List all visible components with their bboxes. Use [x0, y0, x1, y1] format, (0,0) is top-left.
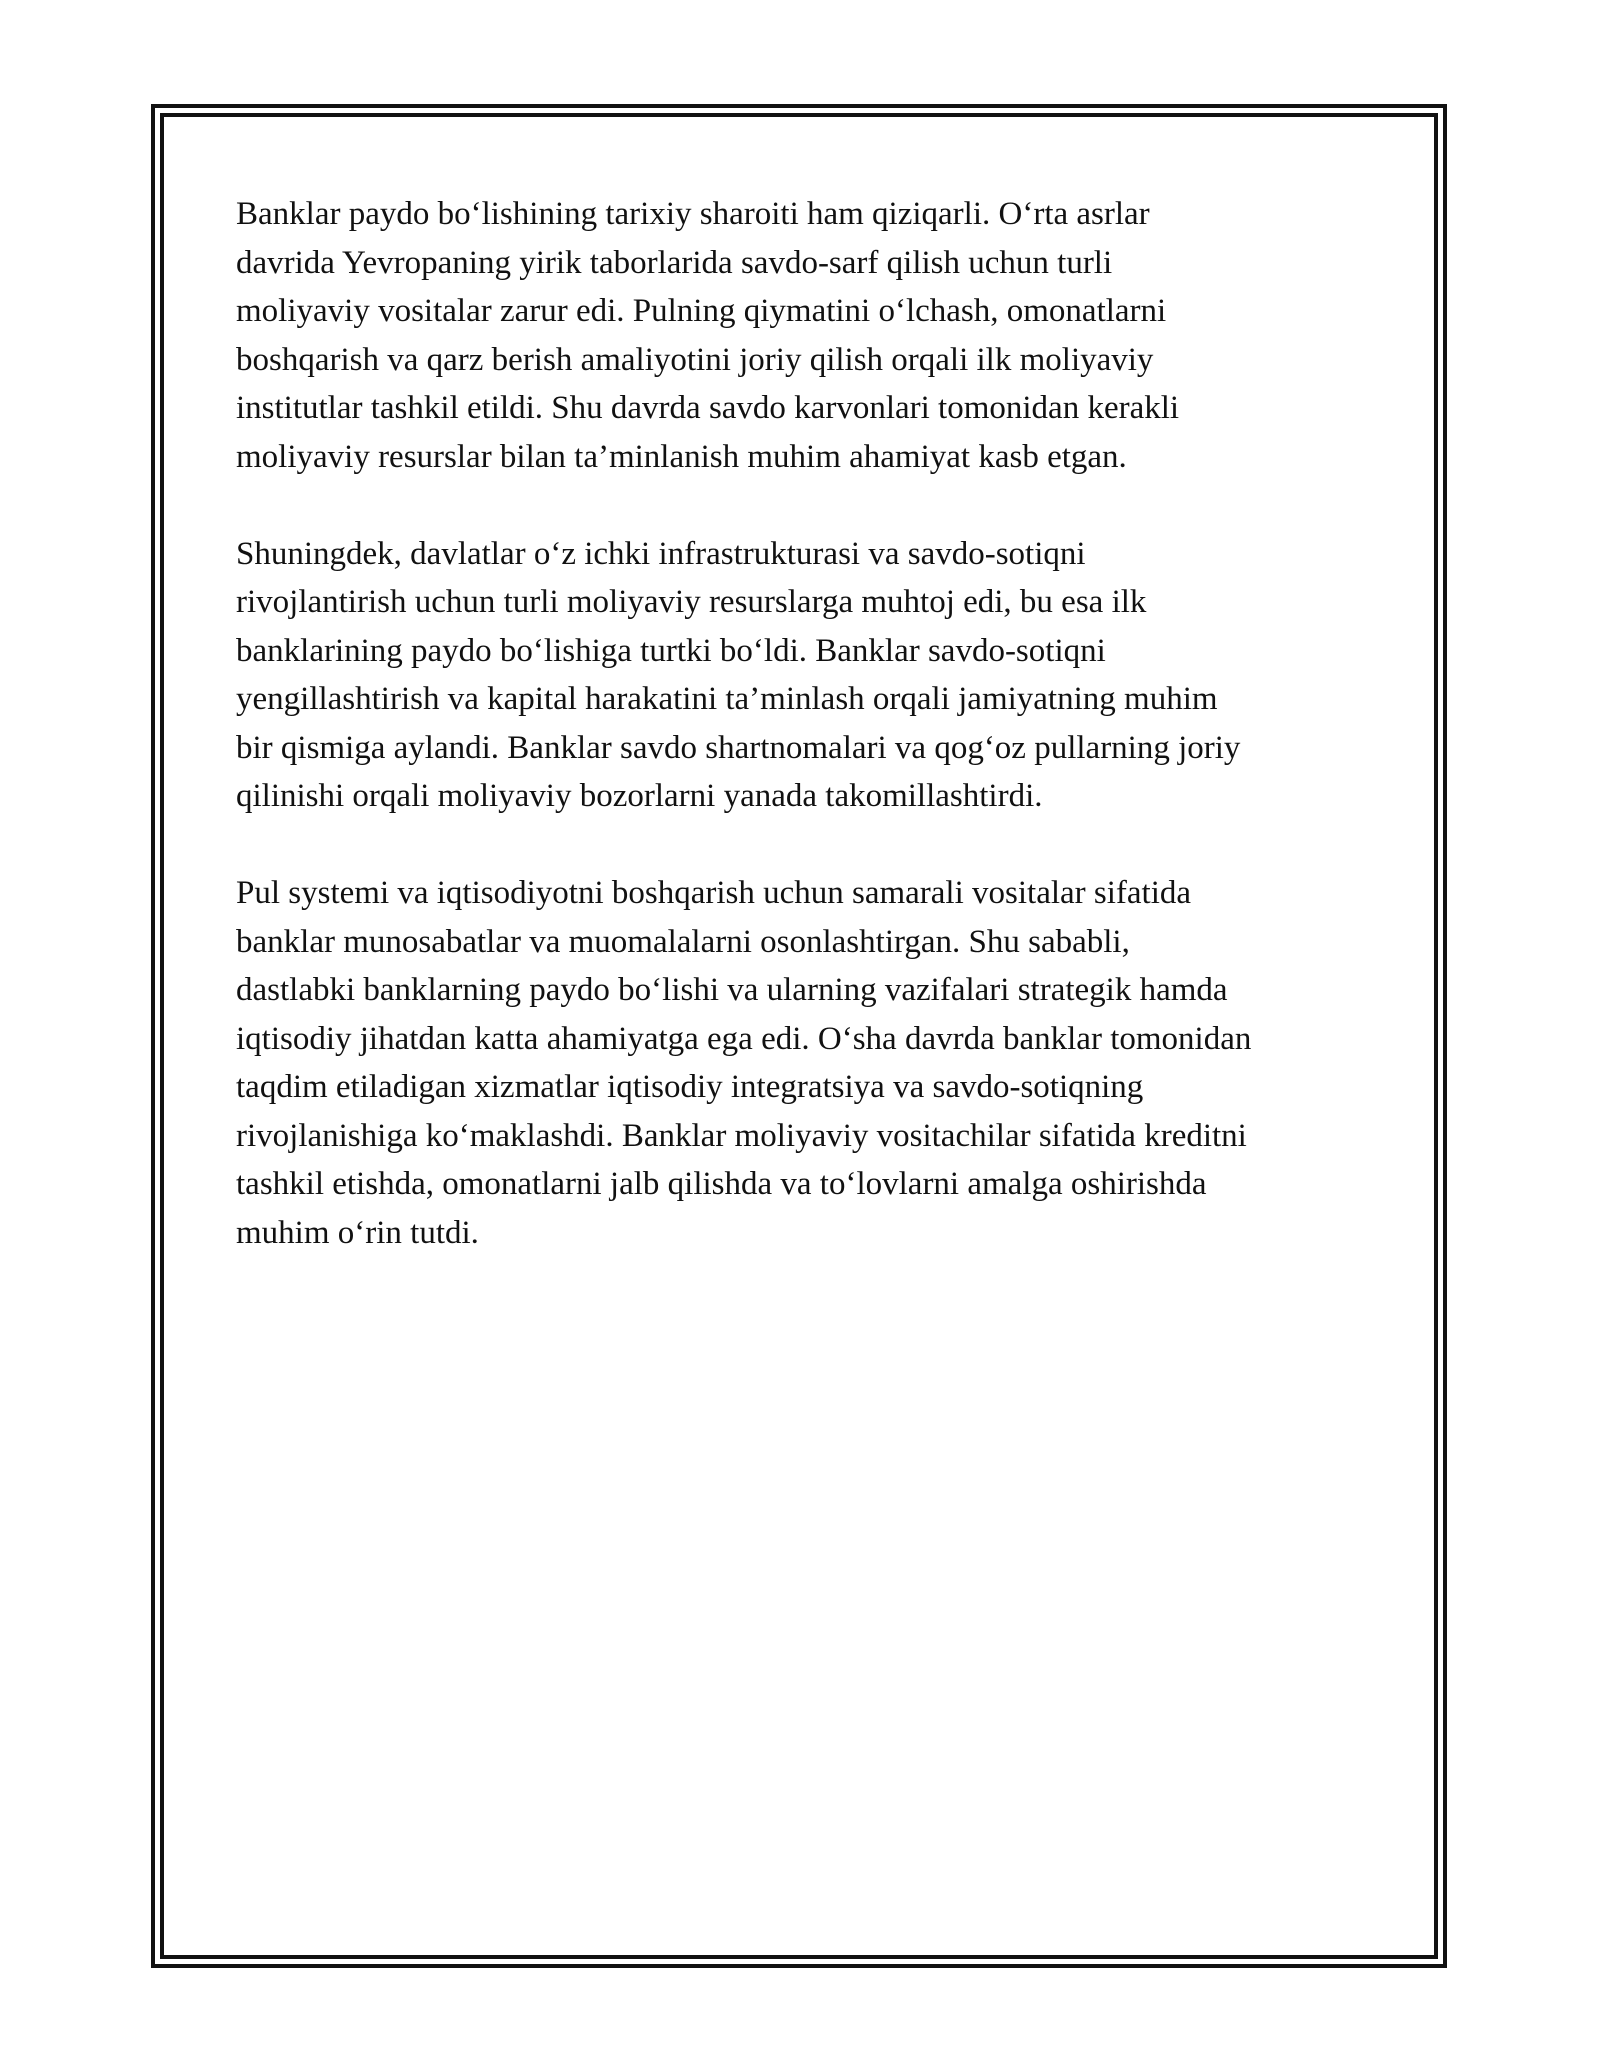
paragraph-3: Pul systemi va iqtisodiyotni boshqarish uchun samarali vositalar sifatida banklar munosabatlar va muomalalarni osonlashtirgan. Shu sababli, dastlabki banklarning paydo bo‘lishi va ularning vazifalari strategik hamda iqtisodiy jihatdan katta ahamiyatga ega edi. O‘sha davrda banklar tomonidan taqdim etiladigan xizmatlar iqtisodiy integratsiya va savdo-sotiqning rivojlanishiga ko‘maklashdi. Banklar moliyaviy vositachilar sifatida kreditni tashkil etishda, omonatlarni jalb qilishda va to‘lovlarni amalga oshirishda muhim o‘rin tutdi.	[236, 875, 1252, 1251]
paragraph-2: Shuningdek, davlatlar o‘z ichki infrastrukturasi va savdo-sotiqni rivojlantirish uchun turli moliyaviy resurslarga muhtoj edi, bu esa ilk banklarining paydo bo‘lishiga turtki bo‘ldi. Banklar savdo-sotiqni yengillashtirish va kapital harakatini ta’minlash orqali jamiyatning muhim bir qismiga aylandi. Banklar savdo shartnomalari va qog‘oz pullarning joriy qilinishi orqali moliyaviy bozorlarni yanada takomillashtirdi.	[236, 535, 1241, 814]
paragraph-1: Banklar paydo bo‘lishining tarixiy sharoiti ham qiziqarli. O‘rta asrlar davrida Yevropaning yirik taborlarida savdo-sarf qilish uchun turli moliyaviy vositalar zarur edi. Pulning qiymatini o‘lchash, omonatlarni boshqarish va qarz berish amaliyotini joriy qilish orqali ilk moliyaviy institutlar tashkil etildi. Shu davrda savdo karvonlari tomonidan kerakli moliyaviy resurslar bilan ta’minlanish muhim ahamiyat kasb etgan.	[236, 196, 1180, 475]
document-body	[236, 190, 1366, 1306]
